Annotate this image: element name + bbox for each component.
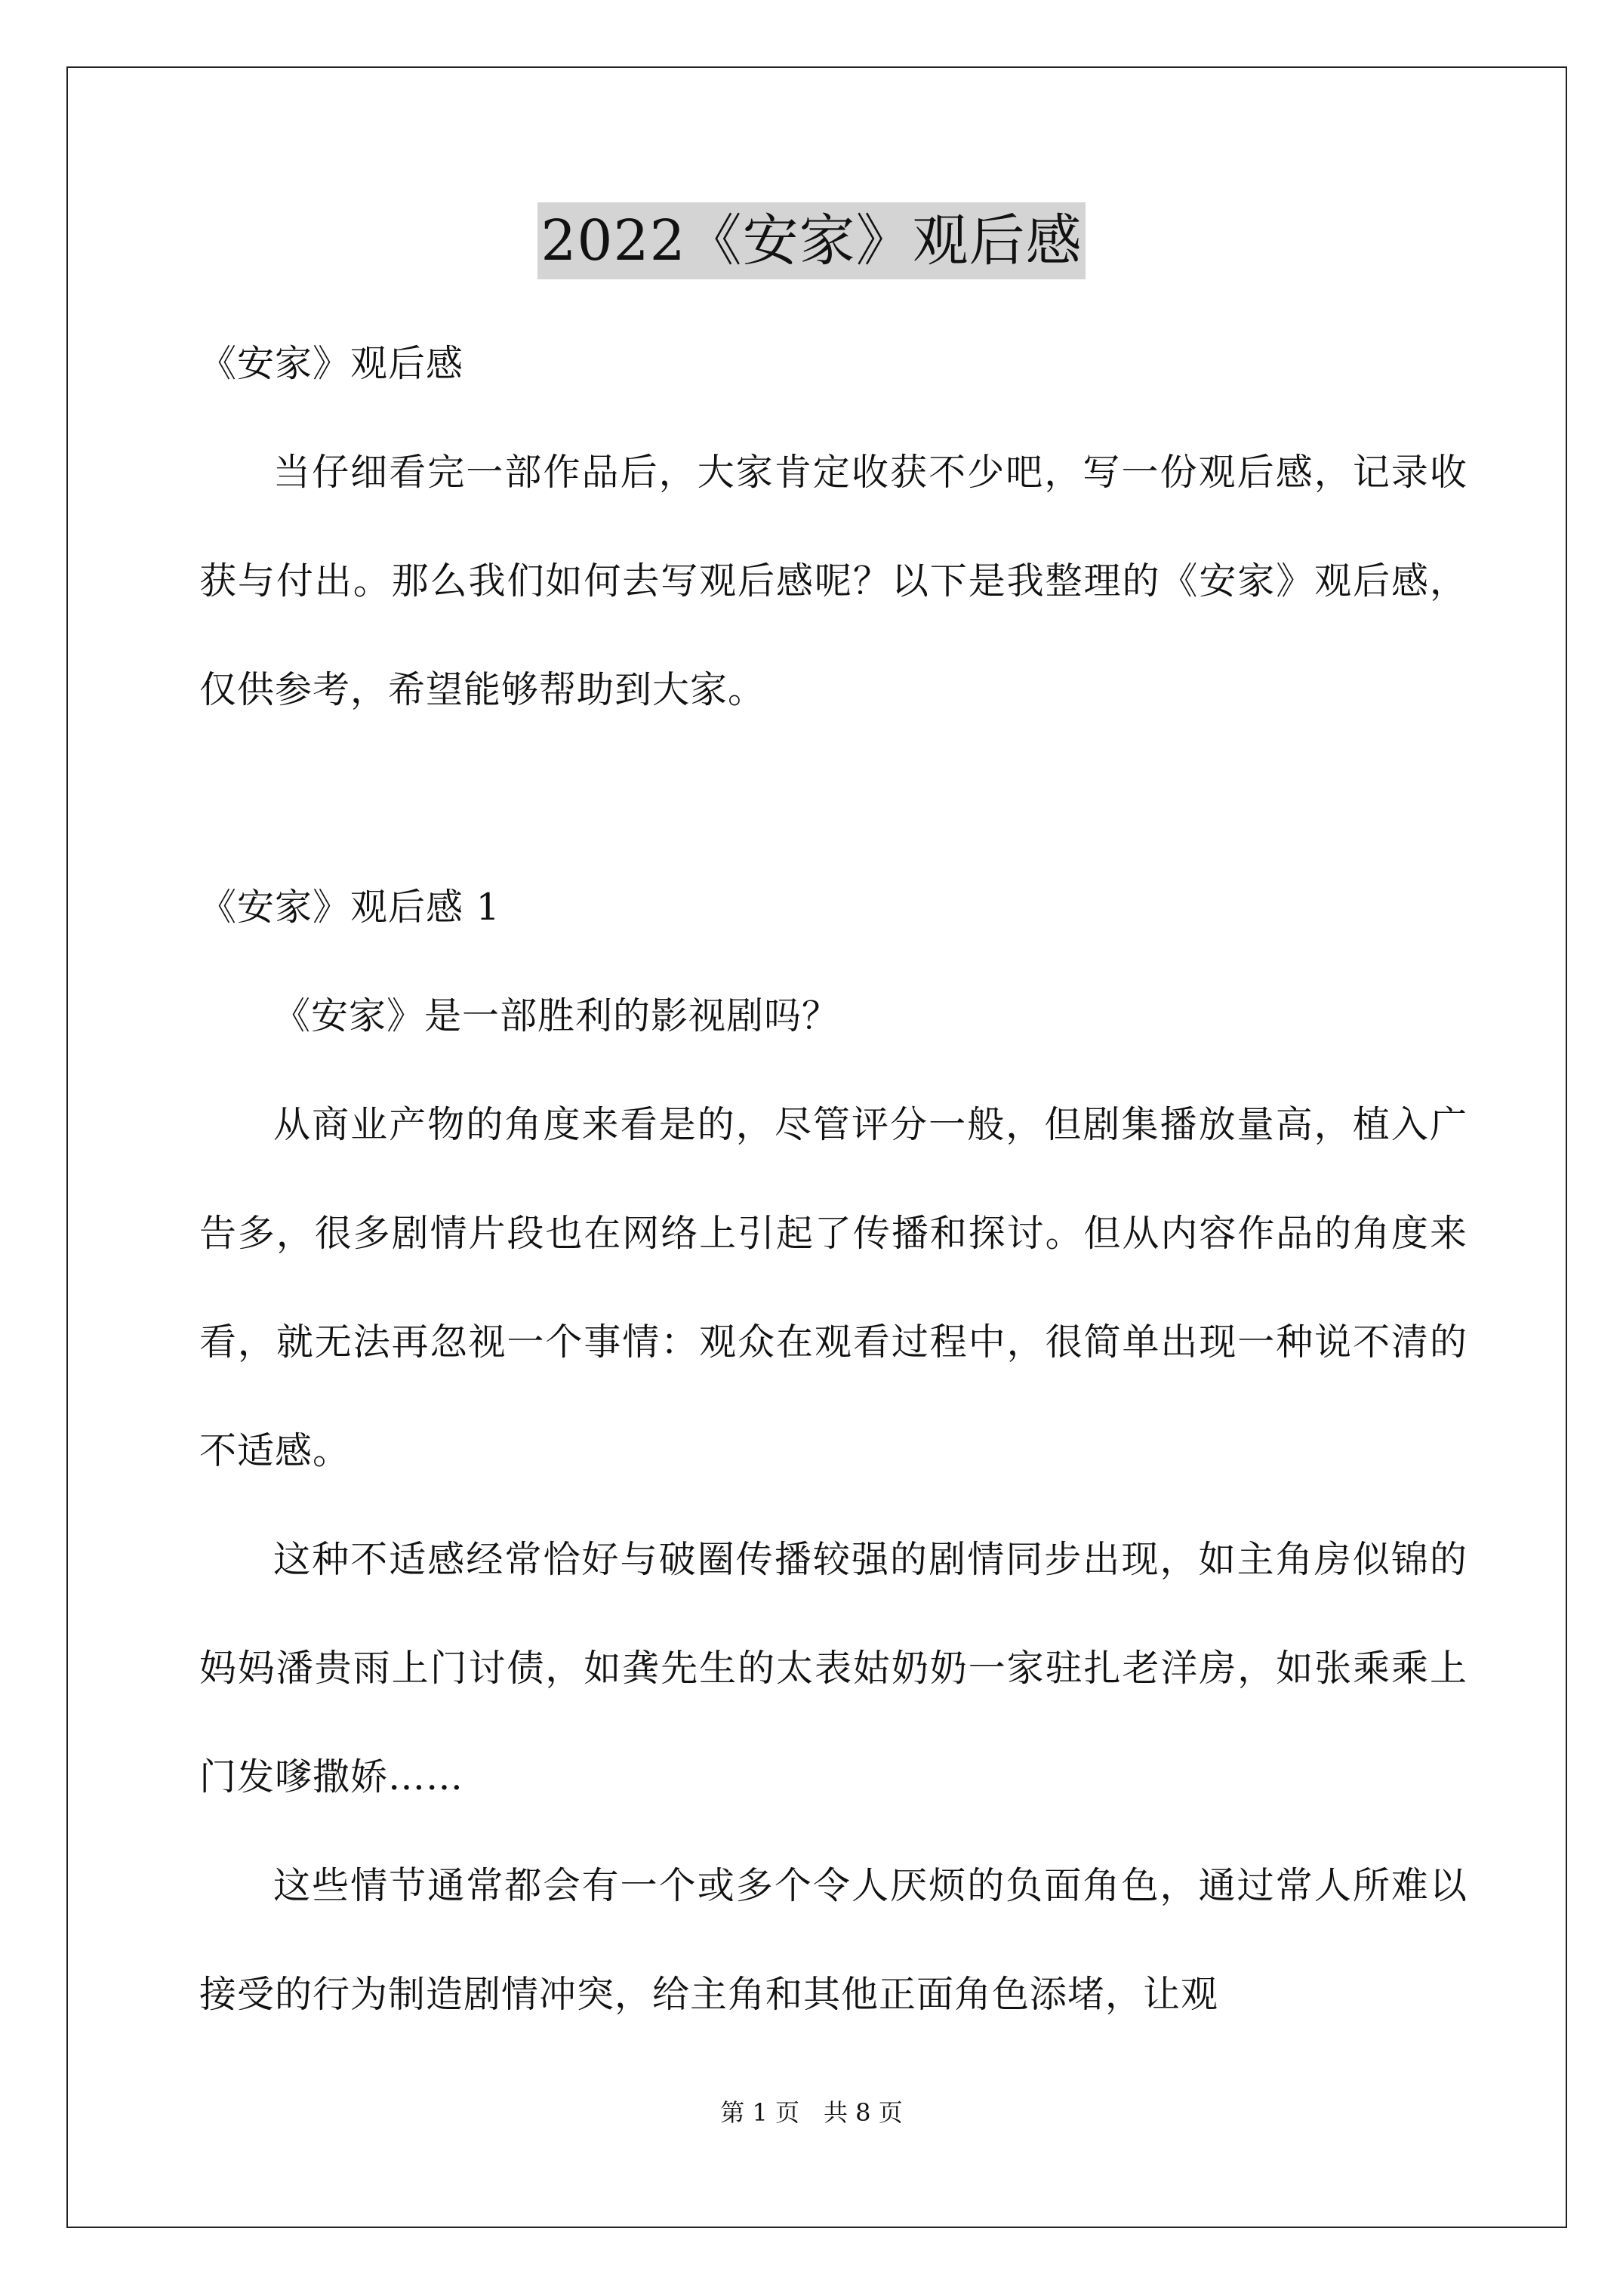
paragraph: 《安家》是一部胜利的影视剧吗？ [273,994,840,1037]
paragraph: 从商业产物的角度来看是的，尽管评分一般，但剧集播放量高，植入广告多，很多剧情片段也在网络上引起了传播和探讨。但从内容作品的角度来看，就无法再忽视一个事情：观众在观看过程中，很简单出现一种说不清的不适感。 [199,1103,1467,1472]
document-body [199,310,1467,2049]
paragraph: 这种不适感经常恰好与破圈传播较强的剧情同步出现，如主角房似锦的妈妈潘贵雨上门讨债，如龚先生的太表姑奶奶一家驻扎老洋房，如张乘乘上门发嗲撒娇…… [199,1538,1467,1798]
paragraph: 当仔细看完一部作品后，大家肯定收获不少吧，写一份观后感，记录收获与付出。那么我们如何去写观后感呢？以下是我整理的《安家》观后感，仅供参考，希望能够帮助到大家。 [199,451,1467,711]
paragraph: 这些情节通常都会有一个或多个令人厌烦的负面角色，通过常人所难以接受的行为制造剧情冲突，给主角和其他正面角色添堵，让观 [199,1864,1467,2016]
title-container [0,202,1623,279]
document-title: 2022《安家》观后感 [537,202,1085,279]
paragraph: 《安家》观后感 [199,342,464,385]
paragraph: 《安家》观后感 1 [199,886,500,929]
page-footer: 第 1 页 共 8 页 [720,2098,903,2127]
